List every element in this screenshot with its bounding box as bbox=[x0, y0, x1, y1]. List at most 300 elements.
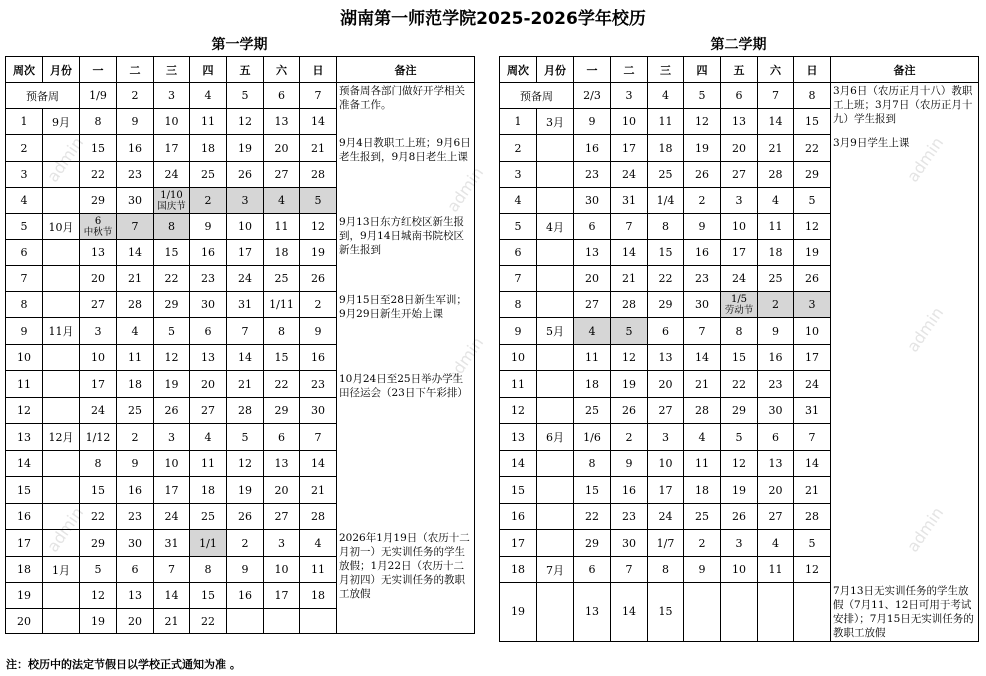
day-cell: 1/7 bbox=[648, 530, 684, 557]
week-row bbox=[6, 214, 475, 240]
month-label: 4月 bbox=[537, 214, 574, 240]
day-cell: 7 bbox=[684, 318, 721, 345]
day-cell: 10 bbox=[648, 451, 684, 477]
day-cell bbox=[721, 583, 758, 642]
day-cell: 14 bbox=[684, 345, 721, 371]
prep-week-label: 预备周 bbox=[500, 83, 574, 109]
day-cell: 17 bbox=[154, 135, 190, 162]
day-cell: 15 bbox=[154, 240, 190, 266]
month-label: 1月 bbox=[43, 557, 80, 583]
week-number: 3 bbox=[6, 162, 43, 188]
week-number: 9 bbox=[500, 318, 537, 345]
day-cell: 16 bbox=[300, 345, 337, 371]
day-cell: 23 bbox=[300, 371, 337, 398]
column-header: 月份 bbox=[43, 57, 80, 83]
day-cell: 5 bbox=[154, 318, 190, 345]
day-cell: 15 bbox=[574, 477, 611, 504]
day-cell: 15 bbox=[721, 345, 758, 371]
column-header: 周次 bbox=[6, 57, 43, 83]
day-number: 6 bbox=[94, 215, 102, 227]
month-label bbox=[43, 530, 80, 557]
semester1-calendar-table bbox=[5, 56, 475, 634]
day-cell: 8 bbox=[794, 83, 831, 109]
month-label bbox=[43, 609, 80, 634]
day-cell: 9 bbox=[574, 109, 611, 135]
semester1-title: 第一学期 bbox=[211, 37, 268, 53]
day-cell: 10 bbox=[154, 109, 190, 135]
day-cell: 11 bbox=[758, 214, 794, 240]
day-cell: 12 bbox=[721, 451, 758, 477]
day-cell: 24 bbox=[648, 504, 684, 530]
day-cell: 22 bbox=[574, 504, 611, 530]
day-cell: 26 bbox=[300, 266, 337, 292]
day-cell: 16 bbox=[117, 477, 154, 504]
day-cell: 11 bbox=[190, 451, 227, 477]
day-cell: 14 bbox=[117, 240, 154, 266]
day-cell: 30 bbox=[574, 188, 611, 214]
day-cell: 5 bbox=[227, 424, 264, 451]
day-cell: 12 bbox=[611, 345, 648, 371]
day-cell: 17 bbox=[227, 240, 264, 266]
day-cell: 8 bbox=[648, 214, 684, 240]
day-cell: 8 bbox=[154, 214, 190, 240]
day-cell: 27 bbox=[80, 292, 117, 318]
day-cell: 16 bbox=[684, 240, 721, 266]
day-cell: 18 bbox=[758, 240, 794, 266]
week-row bbox=[6, 530, 475, 557]
day-cell bbox=[80, 214, 117, 240]
day-cell: 23 bbox=[190, 266, 227, 292]
day-number: 1/10 bbox=[160, 189, 183, 201]
week-number: 8 bbox=[500, 292, 537, 318]
day-cell: 30 bbox=[684, 292, 721, 318]
week-number: 4 bbox=[6, 188, 43, 214]
day-cell: 12 bbox=[684, 109, 721, 135]
day-cell: 25 bbox=[190, 504, 227, 530]
remark-cell: 预备周各部门做好开学相关准备工作。 bbox=[337, 83, 475, 135]
day-cell: 13 bbox=[574, 583, 611, 642]
day-cell: 1/11 bbox=[264, 292, 300, 318]
day-cell: 26 bbox=[611, 398, 648, 424]
day-cell: 15 bbox=[264, 345, 300, 371]
day-cell: 3 bbox=[794, 292, 831, 318]
day-cell: 17 bbox=[80, 371, 117, 398]
column-header: 五 bbox=[227, 57, 264, 83]
day-cell: 27 bbox=[190, 398, 227, 424]
day-cell: 31 bbox=[611, 188, 648, 214]
day-cell: 24 bbox=[154, 504, 190, 530]
day-cell: 18 bbox=[300, 583, 337, 609]
day-cell: 29 bbox=[154, 292, 190, 318]
week-number: 10 bbox=[6, 345, 43, 371]
remark-cell: 3月9日学生上课 bbox=[831, 135, 979, 583]
day-cell: 4 bbox=[574, 318, 611, 345]
day-cell: 29 bbox=[264, 398, 300, 424]
day-cell: 20 bbox=[758, 477, 794, 504]
column-header: 四 bbox=[684, 57, 721, 83]
day-cell: 13 bbox=[190, 345, 227, 371]
week-number: 5 bbox=[500, 214, 537, 240]
day-cell: 23 bbox=[611, 504, 648, 530]
day-cell: 4 bbox=[648, 83, 684, 109]
day-cell: 20 bbox=[648, 371, 684, 398]
month-label bbox=[43, 240, 80, 266]
day-cell: 22 bbox=[190, 609, 227, 634]
day-cell: 1/9 bbox=[80, 83, 117, 109]
day-cell: 6 bbox=[264, 83, 300, 109]
day-cell: 9 bbox=[684, 557, 721, 583]
day-cell: 13 bbox=[721, 109, 758, 135]
day-cell: 4 bbox=[190, 424, 227, 451]
day-cell: 24 bbox=[794, 371, 831, 398]
day-cell: 10 bbox=[80, 345, 117, 371]
day-cell: 1/6 bbox=[574, 424, 611, 451]
week-number: 1 bbox=[6, 109, 43, 135]
week-number: 4 bbox=[500, 188, 537, 214]
day-cell: 24 bbox=[80, 398, 117, 424]
week-number: 19 bbox=[6, 583, 43, 609]
day-cell: 13 bbox=[264, 109, 300, 135]
day-cell: 6 bbox=[758, 424, 794, 451]
holiday-label: 中秋节 bbox=[83, 226, 113, 238]
day-cell: 20 bbox=[117, 609, 154, 634]
day-cell: 10 bbox=[794, 318, 831, 345]
day-cell: 25 bbox=[648, 162, 684, 188]
day-cell: 21 bbox=[154, 609, 190, 634]
day-cell: 19 bbox=[154, 371, 190, 398]
day-cell: 5 bbox=[611, 318, 648, 345]
week-number: 20 bbox=[6, 609, 43, 634]
day-cell: 5 bbox=[227, 83, 264, 109]
day-cell: 18 bbox=[117, 371, 154, 398]
week-number: 6 bbox=[500, 240, 537, 266]
remark-cell: 7月13日无实训任务的学生放假（7月11、12日可用于考试安排）；7月15日无实训任务的教职工放假 bbox=[831, 583, 979, 642]
day-cell: 11 bbox=[684, 451, 721, 477]
day-cell: 11 bbox=[190, 109, 227, 135]
column-header: 日 bbox=[300, 57, 337, 83]
day-cell: 20 bbox=[80, 266, 117, 292]
month-label bbox=[43, 371, 80, 398]
day-cell: 3 bbox=[264, 530, 300, 557]
day-cell: 25 bbox=[190, 162, 227, 188]
day-cell: 12 bbox=[154, 345, 190, 371]
day-cell: 12 bbox=[794, 557, 831, 583]
day-cell: 27 bbox=[648, 398, 684, 424]
day-cell: 5 bbox=[794, 530, 831, 557]
day-cell: 6 bbox=[721, 83, 758, 109]
day-cell: 17 bbox=[648, 477, 684, 504]
month-label bbox=[43, 266, 80, 292]
week-number: 3 bbox=[500, 162, 537, 188]
day-cell: 14 bbox=[227, 345, 264, 371]
day-cell bbox=[794, 583, 831, 642]
day-cell: 10 bbox=[721, 214, 758, 240]
day-cell: 26 bbox=[794, 266, 831, 292]
day-cell: 13 bbox=[117, 583, 154, 609]
day-cell: 28 bbox=[758, 162, 794, 188]
day-cell: 8 bbox=[80, 109, 117, 135]
day-cell: 28 bbox=[611, 292, 648, 318]
day-cell: 27 bbox=[264, 162, 300, 188]
day-cell: 11 bbox=[300, 557, 337, 583]
week-number: 13 bbox=[500, 424, 537, 451]
month-label bbox=[537, 266, 574, 292]
day-cell: 11 bbox=[264, 214, 300, 240]
day-cell: 22 bbox=[80, 162, 117, 188]
day-cell: 31 bbox=[154, 530, 190, 557]
day-cell: 23 bbox=[117, 162, 154, 188]
day-cell: 2 bbox=[758, 292, 794, 318]
watermark: admin bbox=[42, 133, 88, 186]
day-cell: 19 bbox=[80, 609, 117, 634]
month-label: 3月 bbox=[537, 109, 574, 135]
day-cell: 18 bbox=[648, 135, 684, 162]
day-cell: 6 bbox=[264, 424, 300, 451]
header-row bbox=[500, 57, 979, 83]
column-header: 备注 bbox=[337, 57, 475, 83]
column-header: 月份 bbox=[537, 57, 574, 83]
week-number: 7 bbox=[6, 266, 43, 292]
week-row bbox=[500, 135, 979, 162]
day-cell: 26 bbox=[154, 398, 190, 424]
day-cell: 24 bbox=[154, 162, 190, 188]
week-number: 12 bbox=[500, 398, 537, 424]
week-number: 17 bbox=[500, 530, 537, 557]
day-cell: 20 bbox=[264, 135, 300, 162]
semester2-calendar-table bbox=[499, 56, 979, 642]
day-cell: 14 bbox=[611, 240, 648, 266]
day-cell: 22 bbox=[648, 266, 684, 292]
day-cell: 4 bbox=[117, 318, 154, 345]
month-label bbox=[43, 135, 80, 162]
day-cell: 14 bbox=[300, 451, 337, 477]
week-number: 11 bbox=[500, 371, 537, 398]
day-cell: 13 bbox=[758, 451, 794, 477]
page-title: 湖南第一师范学院2025-2026学年校历 bbox=[340, 9, 646, 29]
month-label: 6月 bbox=[537, 424, 574, 451]
day-cell: 4 bbox=[300, 530, 337, 557]
column-header: 四 bbox=[190, 57, 227, 83]
day-cell: 2 bbox=[300, 292, 337, 318]
day-cell: 28 bbox=[794, 504, 831, 530]
day-cell: 5 bbox=[721, 424, 758, 451]
day-cell: 29 bbox=[794, 162, 831, 188]
day-cell: 4 bbox=[758, 530, 794, 557]
week-number: 14 bbox=[500, 451, 537, 477]
week-number: 8 bbox=[6, 292, 43, 318]
day-cell: 27 bbox=[758, 504, 794, 530]
column-header: 二 bbox=[611, 57, 648, 83]
day-cell: 16 bbox=[190, 240, 227, 266]
day-cell bbox=[264, 609, 300, 634]
day-cell: 8 bbox=[648, 557, 684, 583]
month-label bbox=[537, 451, 574, 477]
day-cell: 18 bbox=[684, 477, 721, 504]
month-label bbox=[43, 398, 80, 424]
week-number: 10 bbox=[500, 345, 537, 371]
week-number: 2 bbox=[500, 135, 537, 162]
day-cell: 13 bbox=[648, 345, 684, 371]
watermark: admin bbox=[902, 133, 948, 186]
day-cell: 23 bbox=[117, 504, 154, 530]
day-cell: 1/1 bbox=[190, 530, 227, 557]
day-cell: 8 bbox=[190, 557, 227, 583]
semester2-title: 第二学期 bbox=[710, 37, 767, 53]
day-cell: 10 bbox=[264, 557, 300, 583]
day-cell: 21 bbox=[227, 371, 264, 398]
day-cell: 8 bbox=[80, 451, 117, 477]
day-cell: 24 bbox=[227, 266, 264, 292]
header-row bbox=[6, 57, 475, 83]
month-label: 10月 bbox=[43, 214, 80, 240]
month-label: 9月 bbox=[43, 109, 80, 135]
day-cell: 25 bbox=[264, 266, 300, 292]
week-number: 2 bbox=[6, 135, 43, 162]
day-cell: 7 bbox=[154, 557, 190, 583]
week-number: 9 bbox=[6, 318, 43, 345]
day-cell: 12 bbox=[300, 214, 337, 240]
day-cell: 7 bbox=[300, 83, 337, 109]
day-cell: 9 bbox=[684, 214, 721, 240]
day-cell: 19 bbox=[721, 477, 758, 504]
day-cell: 16 bbox=[227, 583, 264, 609]
day-cell bbox=[758, 583, 794, 642]
day-cell: 30 bbox=[117, 188, 154, 214]
day-cell: 2 bbox=[117, 83, 154, 109]
day-cell: 19 bbox=[794, 240, 831, 266]
prep-week-row bbox=[6, 83, 475, 109]
day-cell: 21 bbox=[117, 266, 154, 292]
month-label bbox=[43, 477, 80, 504]
remark-cell: 3月6日（农历正月十八）教职工上班；3月7日（农历正月十九）学生报到 bbox=[831, 83, 979, 135]
day-cell: 10 bbox=[611, 109, 648, 135]
column-header: 五 bbox=[721, 57, 758, 83]
month-label bbox=[537, 240, 574, 266]
day-cell bbox=[300, 609, 337, 634]
remark-cell: 9月15日至28日新生军训；9月29日新生开始上课 bbox=[337, 292, 475, 371]
day-cell: 6 bbox=[117, 557, 154, 583]
column-header: 一 bbox=[80, 57, 117, 83]
month-label bbox=[537, 530, 574, 557]
day-cell: 2 bbox=[117, 424, 154, 451]
column-header: 备注 bbox=[831, 57, 979, 83]
day-cell: 14 bbox=[758, 109, 794, 135]
day-cell: 15 bbox=[190, 583, 227, 609]
day-cell: 31 bbox=[794, 398, 831, 424]
month-label bbox=[537, 162, 574, 188]
day-cell: 7 bbox=[611, 214, 648, 240]
day-cell: 27 bbox=[721, 162, 758, 188]
month-label bbox=[537, 504, 574, 530]
day-cell: 7 bbox=[794, 424, 831, 451]
month-label bbox=[537, 345, 574, 371]
day-cell: 3 bbox=[80, 318, 117, 345]
holiday-label: 国庆节 bbox=[157, 200, 186, 212]
day-cell: 12 bbox=[80, 583, 117, 609]
month-label bbox=[537, 477, 574, 504]
day-cell: 3 bbox=[154, 424, 190, 451]
day-cell: 10 bbox=[721, 557, 758, 583]
day-cell: 3 bbox=[721, 188, 758, 214]
day-cell: 17 bbox=[721, 240, 758, 266]
day-cell: 15 bbox=[648, 240, 684, 266]
day-cell bbox=[154, 188, 190, 214]
day-cell: 20 bbox=[574, 266, 611, 292]
column-header: 三 bbox=[154, 57, 190, 83]
month-label bbox=[43, 162, 80, 188]
day-cell: 6 bbox=[190, 318, 227, 345]
column-header: 周次 bbox=[500, 57, 537, 83]
week-number: 6 bbox=[6, 240, 43, 266]
day-cell: 4 bbox=[264, 188, 300, 214]
week-number: 18 bbox=[6, 557, 43, 583]
day-cell: 2/3 bbox=[574, 83, 611, 109]
day-cell: 21 bbox=[300, 135, 337, 162]
day-cell: 24 bbox=[611, 162, 648, 188]
day-cell: 18 bbox=[190, 477, 227, 504]
week-number: 13 bbox=[6, 424, 43, 451]
day-cell: 9 bbox=[758, 318, 794, 345]
day-cell: 4 bbox=[190, 83, 227, 109]
day-cell: 18 bbox=[574, 371, 611, 398]
day-cell: 8 bbox=[264, 318, 300, 345]
day-cell: 7 bbox=[611, 557, 648, 583]
column-header: 六 bbox=[758, 57, 794, 83]
watermark: admin bbox=[902, 503, 948, 556]
day-cell: 31 bbox=[227, 292, 264, 318]
remark-cell: 9月4日教职工上班；9月6日老生报到，9月8日老生上课 bbox=[337, 135, 475, 214]
month-label: 5月 bbox=[537, 318, 574, 345]
day-cell: 9 bbox=[300, 318, 337, 345]
month-label: 12月 bbox=[43, 424, 80, 451]
day-cell: 29 bbox=[80, 530, 117, 557]
month-label bbox=[537, 135, 574, 162]
day-cell: 30 bbox=[117, 530, 154, 557]
day-cell: 22 bbox=[721, 371, 758, 398]
week-number: 19 bbox=[500, 583, 537, 642]
day-cell: 25 bbox=[758, 266, 794, 292]
day-cell: 19 bbox=[611, 371, 648, 398]
day-cell: 15 bbox=[80, 135, 117, 162]
remark-cell: 9月13日东方红校区新生报到，9月14日城南书院校区新生报到 bbox=[337, 214, 475, 292]
day-cell: 29 bbox=[574, 530, 611, 557]
watermark: admin bbox=[902, 303, 948, 356]
day-cell: 10 bbox=[154, 451, 190, 477]
day-cell: 29 bbox=[721, 398, 758, 424]
day-cell: 28 bbox=[227, 398, 264, 424]
week-number: 15 bbox=[500, 477, 537, 504]
day-cell: 5 bbox=[80, 557, 117, 583]
day-cell: 8 bbox=[721, 318, 758, 345]
month-label bbox=[537, 371, 574, 398]
day-cell: 21 bbox=[758, 135, 794, 162]
month-label bbox=[537, 583, 574, 642]
day-cell: 19 bbox=[227, 135, 264, 162]
day-cell: 2 bbox=[684, 188, 721, 214]
day-cell: 18 bbox=[190, 135, 227, 162]
day-cell: 17 bbox=[154, 477, 190, 504]
day-cell bbox=[227, 609, 264, 634]
day-cell: 25 bbox=[574, 398, 611, 424]
month-label: 7月 bbox=[537, 557, 574, 583]
month-label bbox=[43, 583, 80, 609]
day-cell: 22 bbox=[794, 135, 831, 162]
day-cell: 1/4 bbox=[648, 188, 684, 214]
day-cell: 12 bbox=[794, 214, 831, 240]
day-cell: 2 bbox=[227, 530, 264, 557]
day-cell: 3 bbox=[227, 188, 264, 214]
day-cell: 9 bbox=[190, 214, 227, 240]
